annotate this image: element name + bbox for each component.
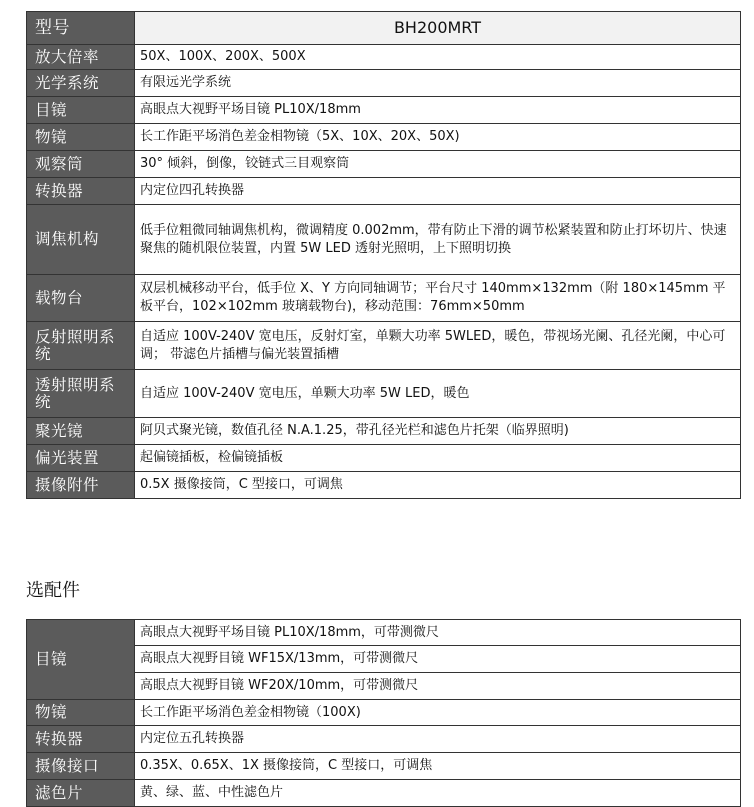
spec-label: 摄像附件 bbox=[27, 472, 135, 499]
option-label-eyepiece: 目镜 bbox=[27, 620, 135, 700]
option-value: 长工作距平场消色差金相物镜（100X) bbox=[135, 700, 741, 726]
spec-label: 载物台 bbox=[27, 275, 135, 322]
table-row bbox=[27, 124, 741, 151]
spec-value: 阿贝式聚光镜，数值孔径 N.A.1.25，带孔径光栏和滤色片托架（临界照明) bbox=[135, 418, 741, 445]
table-row bbox=[27, 445, 741, 472]
table-row bbox=[27, 205, 741, 275]
spec-label: 透射照明系统 bbox=[27, 370, 135, 418]
spec-value: 有限远光学系统 bbox=[135, 70, 741, 97]
spec-label: 聚光镜 bbox=[27, 418, 135, 445]
table-row bbox=[27, 780, 741, 807]
spec-value: 30° 倾斜，倒像，铰链式三目观察筒 bbox=[135, 151, 741, 178]
spec-value: 低手位粗微同轴调焦机构，微调精度 0.002mm，带有防止下滑的调节松紧装置和防止打坏切片、快速聚焦的随机限位装置，内置 5W LED 透射光照明，上下照明切换 bbox=[135, 205, 741, 275]
spec-value: 起偏镜插板，检偏镜插板 bbox=[135, 445, 741, 472]
option-value: 高眼点大视野目镜 WF20X/10mm，可带测微尺 bbox=[135, 673, 741, 700]
spec-value: 长工作距平场消色差金相物镜（5X、10X、20X、50X) bbox=[135, 124, 741, 151]
spec-label-model: 型号 bbox=[27, 12, 135, 45]
spec-value: 50X、100X、200X、500X bbox=[135, 45, 741, 70]
table-row bbox=[27, 45, 741, 70]
table-row bbox=[27, 178, 741, 205]
spec-label: 偏光装置 bbox=[27, 445, 135, 472]
spec-value-model: BH200MRT bbox=[135, 12, 741, 45]
table-row bbox=[27, 322, 741, 370]
spec-label: 观察筒 bbox=[27, 151, 135, 178]
table-row bbox=[27, 753, 741, 780]
option-label: 滤色片 bbox=[27, 780, 135, 807]
table-row bbox=[27, 418, 741, 445]
spec-label: 物镜 bbox=[27, 124, 135, 151]
option-label: 转换器 bbox=[27, 726, 135, 753]
spec-value: 自适应 100V-240V 宽电压，反射灯室，单颗大功率 5WLED，暖色，带视场光阑、孔径光阑，中心可调； 带滤色片插槽与偏光装置插槽 bbox=[135, 322, 741, 370]
option-label: 物镜 bbox=[27, 700, 135, 726]
option-value: 高眼点大视野平场目镜 PL10X/18mm，可带测微尺 bbox=[135, 620, 741, 646]
spec-table bbox=[26, 11, 741, 499]
table-row bbox=[27, 12, 741, 45]
options-table bbox=[26, 619, 741, 807]
spec-label: 目镜 bbox=[27, 97, 135, 124]
spec-value: 自适应 100V-240V 宽电压，单颗大功率 5W LED，暖色 bbox=[135, 370, 741, 418]
option-label: 摄像接口 bbox=[27, 753, 135, 780]
table-row bbox=[27, 726, 741, 753]
table-row bbox=[27, 673, 741, 700]
table-row bbox=[27, 370, 741, 418]
spec-label: 光学系统 bbox=[27, 70, 135, 97]
spec-value: 0.5X 摄像接筒，C 型接口，可调焦 bbox=[135, 472, 741, 499]
option-value: 内定位五孔转换器 bbox=[135, 726, 741, 753]
option-value: 黄、绿、蓝、中性滤色片 bbox=[135, 780, 741, 807]
table-row bbox=[27, 620, 741, 646]
table-row bbox=[27, 275, 741, 322]
spec-value: 双层机械移动平台，低手位 X、Y 方向同轴调节；平台尺寸 140mm×132mm（附 180×145mm 平板平台，102×102mm 玻璃载物台)，移动范围：76mm×50mm bbox=[135, 275, 741, 322]
section-title-options: 选配件 bbox=[26, 580, 80, 601]
option-value: 高眼点大视野目镜 WF15X/13mm，可带测微尺 bbox=[135, 646, 741, 673]
spec-value: 高眼点大视野平场目镜 PL10X/18mm bbox=[135, 97, 741, 124]
table-row bbox=[27, 97, 741, 124]
option-value: 0.35X、0.65X、1X 摄像接筒，C 型接口，可调焦 bbox=[135, 753, 741, 780]
spec-value: 内定位四孔转换器 bbox=[135, 178, 741, 205]
spec-label: 调焦机构 bbox=[27, 205, 135, 275]
table-row bbox=[27, 472, 741, 499]
table-row bbox=[27, 700, 741, 726]
table-row bbox=[27, 151, 741, 178]
spec-label: 转换器 bbox=[27, 178, 135, 205]
spec-label: 反射照明系统 bbox=[27, 322, 135, 370]
spec-label: 放大倍率 bbox=[27, 45, 135, 70]
table-row bbox=[27, 70, 741, 97]
table-row bbox=[27, 646, 741, 673]
